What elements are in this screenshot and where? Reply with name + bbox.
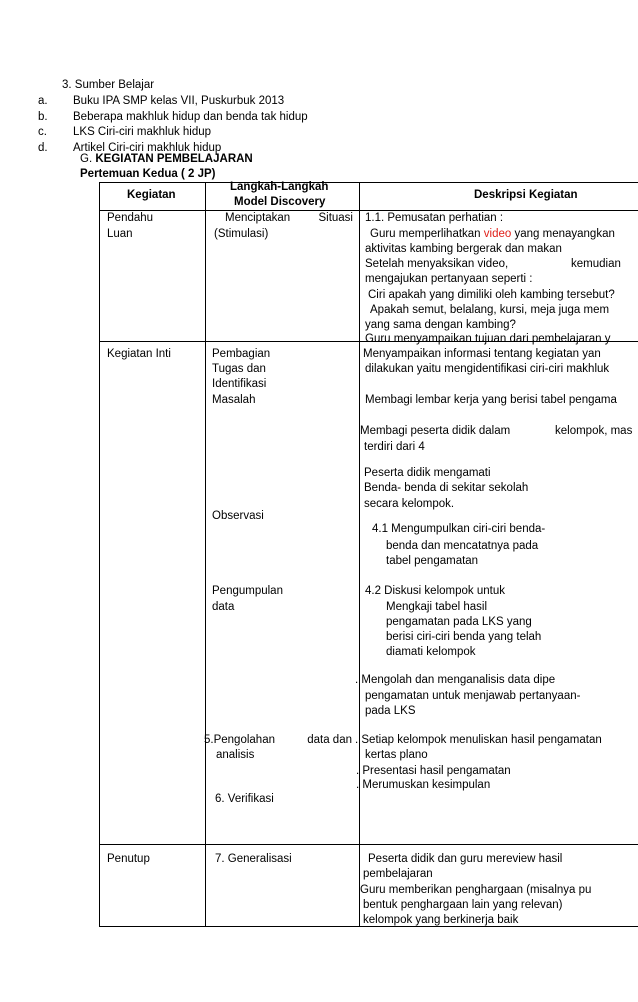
list-item: Artikel Ciri-ciri makhluk hidup — [73, 142, 222, 154]
desc-line: Peserta didik dan guru mereview hasil — [368, 853, 563, 865]
header-langkah: Langkah-Langkah — [230, 181, 329, 193]
desc-line: yang sama dengan kambing? — [365, 319, 516, 331]
desc-line: kelompok yang berkinerja baik — [363, 914, 519, 926]
desc-line: Guru menyampaikan tujuan dari pembelajaran y — [365, 333, 611, 345]
desc-line: 4.1 Mengumpulkan ciri-ciri benda- — [372, 523, 546, 535]
header-deskripsi: Deskripsi Kegiatan — [474, 189, 578, 201]
desc-line: 1.1. Pemusatan perhatian : — [365, 212, 504, 224]
desc-line: pengamatan pada LKS yang — [386, 616, 532, 628]
list-item: LKS Ciri-ciri makhluk hidup — [73, 126, 212, 138]
step-pengumpulan: data — [212, 601, 235, 613]
desc-line: mengajukan pertanyaan seperti : — [365, 273, 533, 285]
step-pembagian: Masalah — [212, 394, 256, 406]
video-text: video — [483, 228, 512, 240]
inti-label: Kegiatan Inti — [107, 348, 171, 360]
desc-line: secara kelompok. — [364, 498, 455, 510]
desc-line: terdiri dari 4 — [364, 441, 425, 453]
header-model: Model Discovery — [234, 196, 326, 208]
desc-line: Benda- benda di sekitar sekolah — [364, 482, 529, 494]
desc-line: . Presentasi hasil pengamatan — [356, 765, 511, 777]
desc-line: aktivitas kambing bergerak dan makan — [365, 243, 562, 255]
desc-line: . Setiap kelompok menuliskan hasil pengamatan — [355, 734, 602, 746]
step-observasi: Observasi — [212, 510, 264, 522]
step-pembagian: Tugas dan — [212, 363, 266, 375]
step-pengumpulan: Pengumpulan — [212, 585, 283, 597]
desc-line: Mengkaji tabel hasil — [386, 601, 488, 613]
desc-line: tabel pengamatan — [386, 555, 479, 567]
step-generalisasi: 7. Generalisasi — [215, 853, 292, 865]
step-pembagian: Pembagian — [212, 348, 271, 360]
step-stimulasi: (Stimulasi) — [214, 228, 269, 240]
sumber-belajar-heading: 3. Sumber Belajar — [62, 79, 155, 91]
desc-line: benda dan mencatatnya pada — [386, 540, 539, 552]
list-marker: d. — [38, 142, 48, 154]
desc-line: Setelah menyaksikan video, — [365, 258, 509, 270]
desc-line: Ciri apakah yang dimiliki oleh kambing tersebut? — [368, 289, 615, 301]
desc-line: diamati kelompok — [386, 646, 476, 658]
desc-line: . Merumuskan kesimpulan — [356, 779, 491, 791]
pendahuluan-label: Luan — [107, 228, 133, 240]
desc-line: Membagi lembar kerja yang berisi tabel pengama — [365, 394, 617, 406]
step-pengolahan: 5.Pengolahan data dan — [204, 734, 352, 746]
desc-line: . Mengolah dan menganalisis data dipe — [355, 674, 556, 686]
header-kegiatan: Kegiatan — [127, 189, 176, 201]
desc-line: 4.2 Diskusi kelompok untuk — [365, 585, 505, 597]
desc-line: Apakah semut, belalang, kursi, meja juga mem — [370, 304, 610, 316]
step-verifikasi: 6. Verifikasi — [215, 793, 274, 805]
desc-line: berisi ciri-ciri benda yang telah — [386, 631, 542, 643]
desc-line: pembelajaran — [363, 868, 433, 880]
step-stimulasi: Menciptakan Situasi — [225, 212, 353, 224]
kegiatan-heading: G. KEGIATAN PEMBELAJARAN — [80, 153, 253, 165]
list-item: Buku IPA SMP kelas VII, Puskurbuk 2013 — [73, 95, 285, 107]
desc-line: pengamatan untuk menjawab pertanyaan- — [365, 690, 581, 702]
pertemuan-label: Pertemuan Kedua ( 2 JP) — [80, 168, 216, 180]
desc-line: Peserta didik mengamati — [364, 467, 491, 479]
list-marker: b. — [38, 111, 48, 123]
desc-line: Guru memperlihatkan video yang menayangkan — [370, 228, 615, 240]
list-marker: a. — [38, 95, 48, 107]
desc-line: Menyampaikan informasi tentang kegiatan yan — [363, 348, 601, 360]
desc-line: kemudian — [571, 258, 621, 270]
desc-line: bentuk penghargaan lain yang relevan) — [363, 899, 563, 911]
desc-line: Guru memberikan penghargaan (misalnya pu — [360, 884, 592, 896]
step-pengolahan: analisis — [216, 749, 255, 761]
desc-line: Membagi peserta didik dalam — [360, 425, 511, 437]
list-marker: c. — [38, 126, 47, 138]
desc-line: kelompok, mas — [555, 425, 633, 437]
step-pembagian: Identifikasi — [212, 378, 267, 390]
desc-line: kertas plano — [365, 749, 428, 761]
pendahuluan-label: Pendahu — [107, 212, 154, 224]
desc-line: dilakukan yaitu mengidentifikasi ciri-ciri makhluk — [365, 363, 610, 375]
penutup-label: Penutup — [107, 853, 150, 865]
list-item: Beberapa makhluk hidup dan benda tak hidup — [73, 111, 308, 123]
desc-line: pada LKS — [365, 705, 416, 717]
